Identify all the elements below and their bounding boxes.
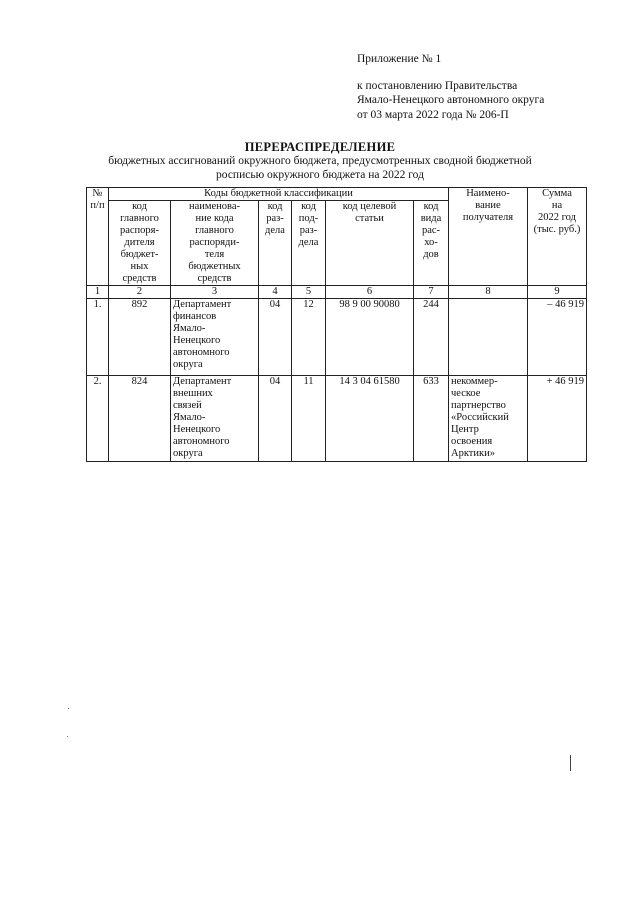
cell-recipient xyxy=(449,299,528,376)
cell-target: 14 3 04 61580 xyxy=(326,376,414,462)
cell-amount: – 46 919 xyxy=(528,299,587,376)
cell-code-main: 892 xyxy=(109,299,171,376)
column-number: 8 xyxy=(449,286,528,299)
header-subsection: код под- раз- дела xyxy=(292,201,326,286)
scan-speck xyxy=(68,708,69,709)
redistribution-table xyxy=(86,187,587,462)
column-number: 5 xyxy=(292,286,326,299)
cell-section: 04 xyxy=(259,376,292,462)
appendix-date-line: от 03 марта 2022 года № 206-П xyxy=(357,108,509,121)
header-section: код раз- дела xyxy=(259,201,292,286)
cell-code-main: 824 xyxy=(109,376,171,462)
header-name-main: наименова- ние кода главного распоряди- теля бюджетных средств xyxy=(171,201,259,286)
cell-expense-type: 633 xyxy=(414,376,449,462)
column-number: 9 xyxy=(528,286,587,299)
cell-num: 2. xyxy=(87,376,109,462)
table-row xyxy=(87,376,587,462)
cell-name-main: Департамент внешних связей Ямало- Ненецкого автономного округа xyxy=(171,376,259,462)
cell-target: 98 9 00 90080 xyxy=(326,299,414,376)
cell-amount: + 46 919 xyxy=(528,376,587,462)
table-row xyxy=(87,299,587,376)
cell-name-main: Департамент финансов Ямало- Ненецкого автономного округа xyxy=(171,299,259,376)
appendix-government-line: Ямало-Ненецкого автономного округа xyxy=(357,94,545,106)
scan-speck xyxy=(67,736,68,737)
header-code-main: код главного распоря- дителя бюджет- ных средств xyxy=(109,201,171,286)
header-expense-type: код вида рас- хо- дов xyxy=(414,201,449,286)
table-header-row xyxy=(87,188,587,201)
appendix-block xyxy=(357,52,544,122)
appendix-number: Приложение № 1 xyxy=(357,53,442,65)
header-codes-group: Коды бюджетной классификации xyxy=(109,188,449,201)
column-number: 1 xyxy=(87,286,109,299)
document-subtitle-line-1: бюджетных ассигнований окружного бюджета, предусмотренных сводной бюджетной xyxy=(108,155,532,167)
column-number: 4 xyxy=(259,286,292,299)
header-num: № п/п xyxy=(87,188,109,286)
header-amount: Сумма на 2022 год (тыс. руб.) xyxy=(528,188,587,286)
cell-expense-type: 244 xyxy=(414,299,449,376)
cell-recipient: некоммер- ческое партнерство «Российский Центр освоения Арктики» xyxy=(449,376,528,462)
column-number: 7 xyxy=(414,286,449,299)
document-title: ПЕРЕРАСПРЕДЕЛЕНИЕ xyxy=(244,140,396,154)
appendix-decree-line: к постановлению Правительства xyxy=(357,79,518,92)
document-title-block xyxy=(0,140,640,182)
header-recipient: Наимено- вание получателя xyxy=(449,188,528,286)
document-subtitle-line-2: росписью окружного бюджета на 2022 год xyxy=(216,168,424,181)
header-target: код целевой статьи xyxy=(326,201,414,286)
column-number: 2 xyxy=(109,286,171,299)
cell-subsection: 12 xyxy=(292,299,326,376)
cell-num: 1. xyxy=(87,299,109,376)
column-number: 3 xyxy=(171,286,259,299)
column-number: 6 xyxy=(326,286,414,299)
cell-section: 04 xyxy=(259,299,292,376)
cell-subsection: 11 xyxy=(292,376,326,462)
scan-margin-mark xyxy=(570,755,571,771)
column-number-row xyxy=(87,286,587,299)
